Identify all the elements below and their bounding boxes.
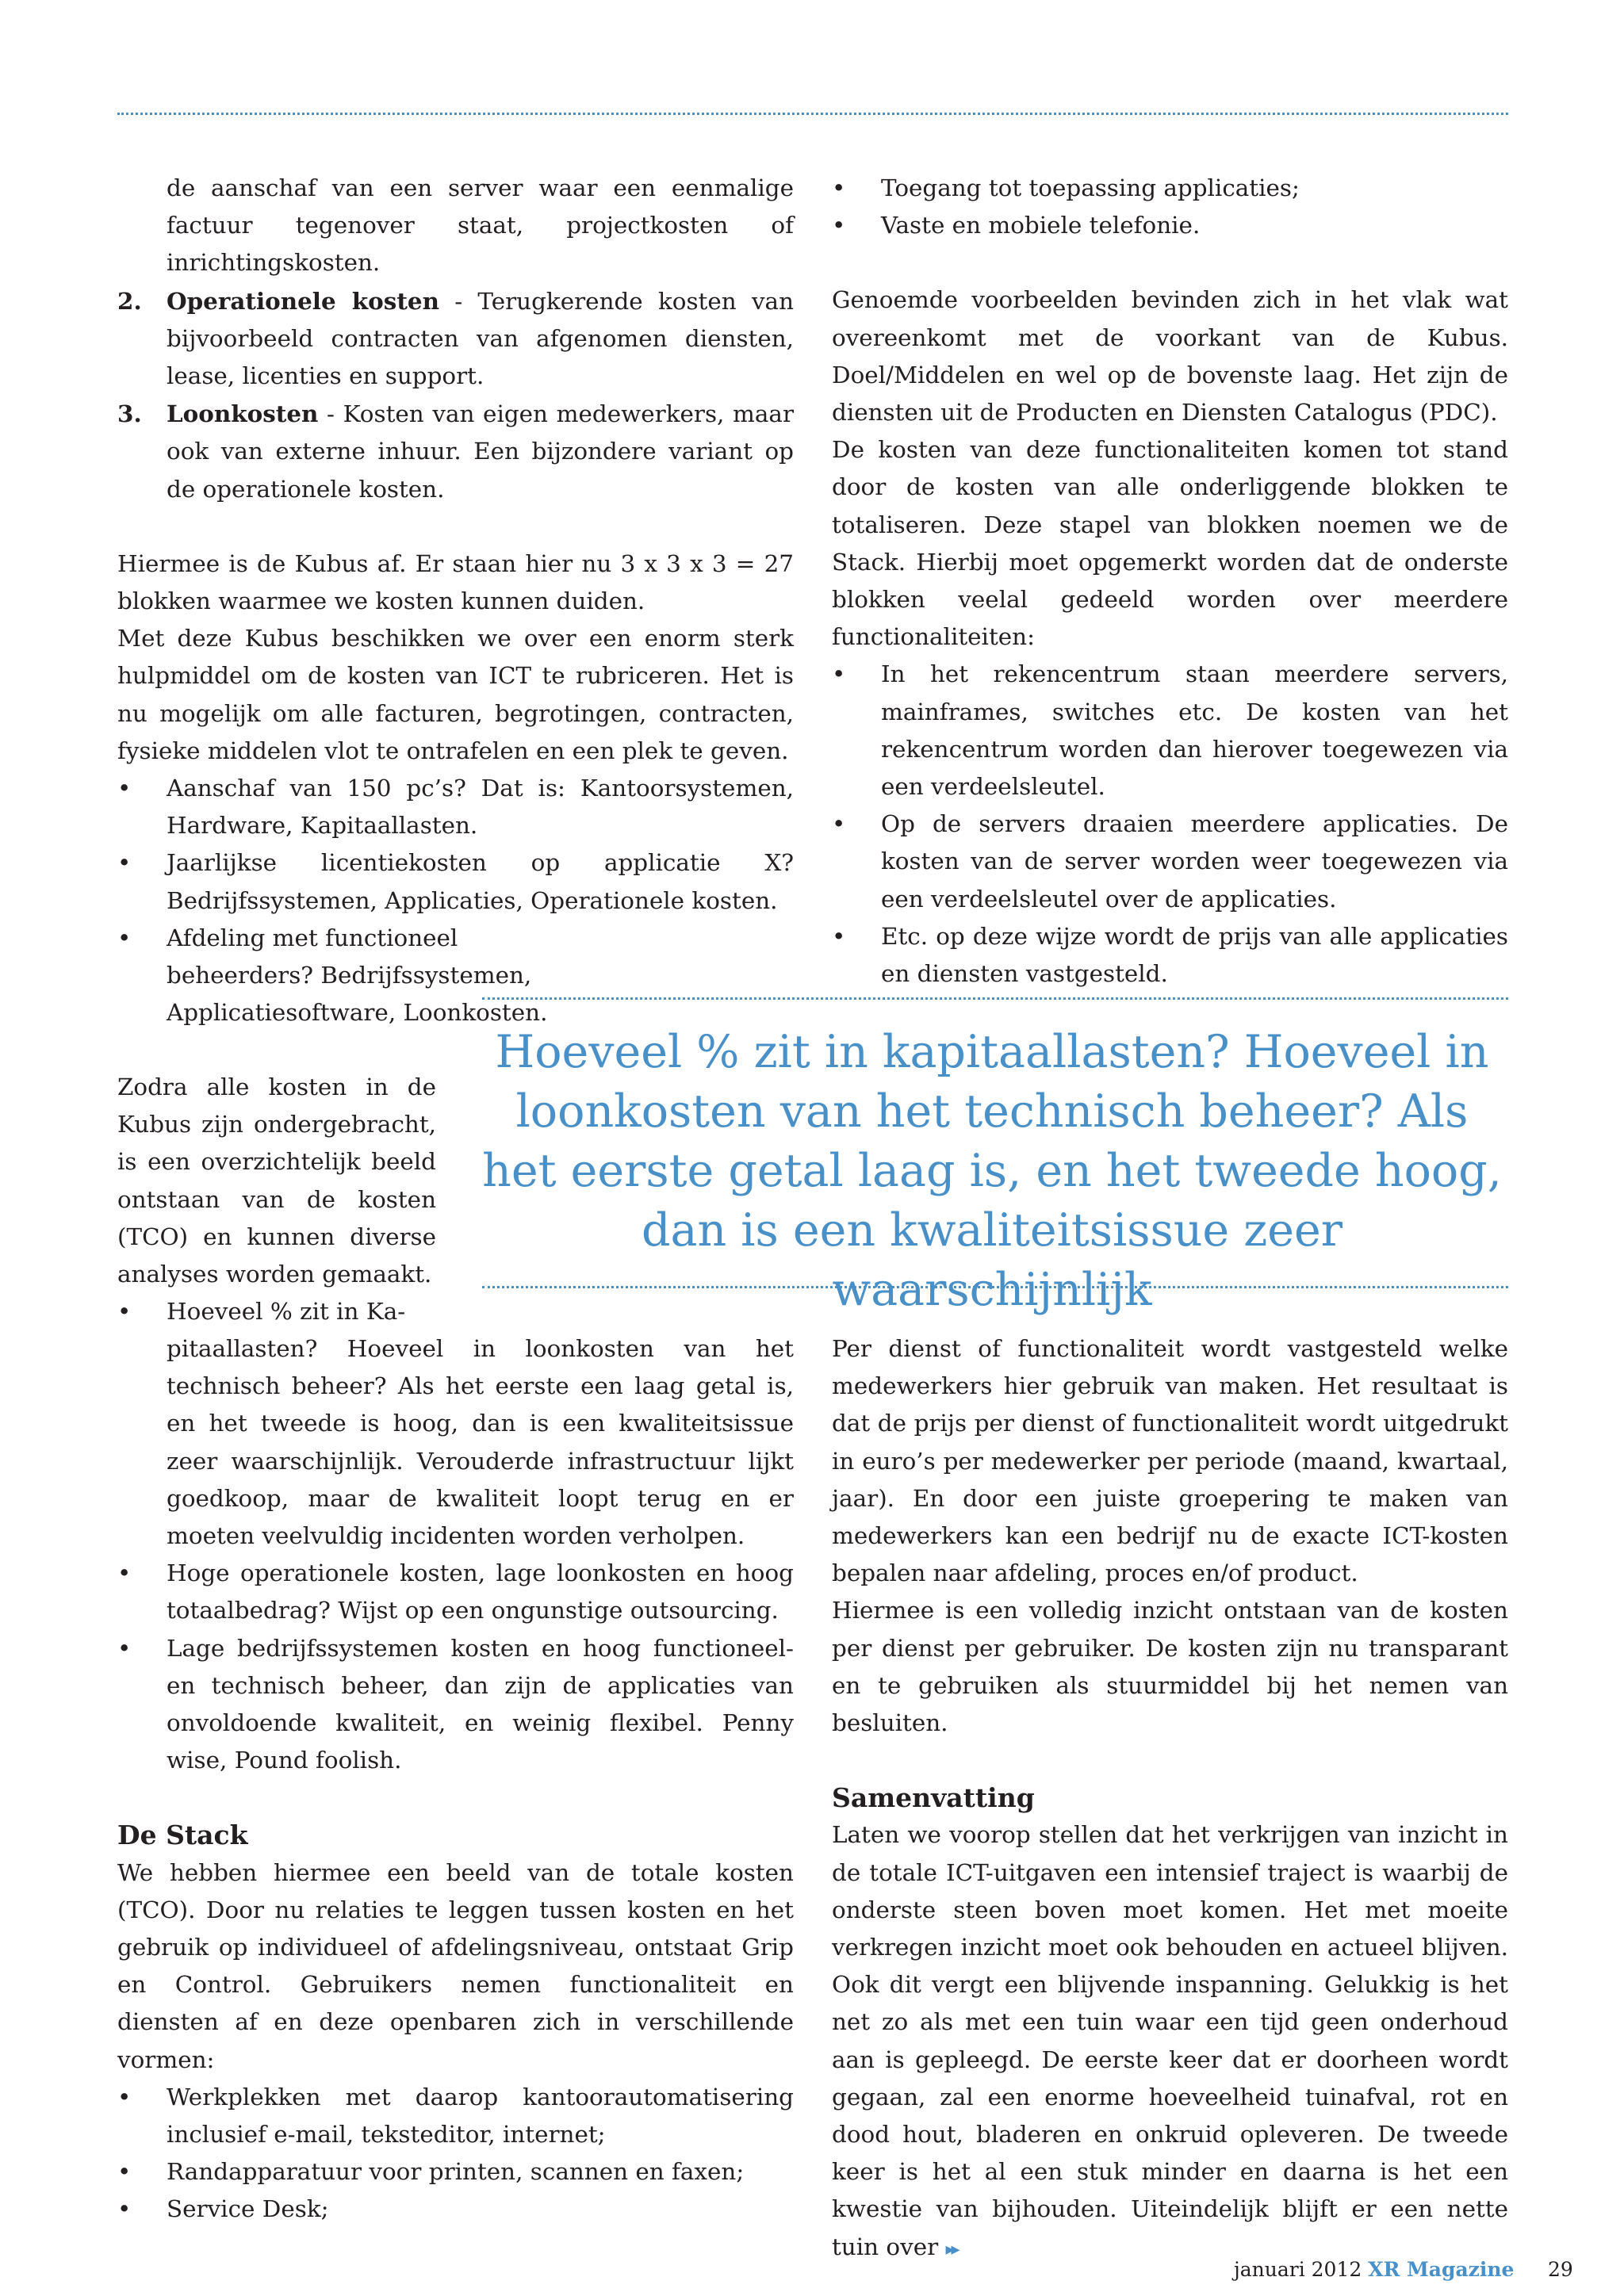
item-term: Loonkosten (167, 400, 319, 428)
paragraph: De kosten van deze functionaliteiten komen tot stand door de kosten van alle onderliggende blokken te totaliseren. Deze stapel van blokken noemen we de Stack. Hierbij moet opgemerkt worden dat de onderste blokken veelal gedeeld worden over meerdere functionaliteiten: (832, 436, 1508, 651)
item-number: 3. (117, 400, 142, 428)
item-text: - Kosten van eigen medewerkers, maar ook van externe inhuur. Een bijzondere variant op de operationele kosten. (167, 400, 794, 503)
bullet-item: • Toegang tot toepassing applicaties; (832, 174, 1300, 201)
footer (1234, 2258, 1514, 2281)
footer-magazine: XR Magazine (1368, 2258, 1515, 2281)
bullet-item: • Lage bedrijfssystemen kosten en hoog functioneel- en technisch beheer, dan zijn de applicaties van onvoldoende kwaliteit, en weinig flexibel. Penny wise, Pound foolish. (117, 1634, 794, 1774)
top-dotted-rule (117, 113, 1508, 115)
paragraph: Per dienst of functionaliteit wordt vastgesteld welke medewerkers hier gebruik van maken. Het resultaat is dat de prijs per dienst of functionaliteit wordt uitgedrukt in euro’s per medewerker per periode (maand, kwartaal, jaar). En door een juiste groepering te maken van medewerkers kan een bedrijf nu de exacte ICT-kosten bepalen naar afdeling, proces en/of product. (832, 1335, 1508, 1587)
item-term: Operationele kosten (167, 286, 439, 315)
continued-paragraph: de aanschaf van een server waar een eenmalige factuur tegenover staat, projectkosten of inrichtingskosten. (167, 174, 794, 277)
left-column-bottom (117, 1330, 794, 2229)
paragraph: Met deze Kubus beschikken we over een enorm sterk hulpmiddel om de kosten van ICT te rubriceren. Het is nu mogelijk om alle facturen, begrotingen, contracten, fysieke middelen vlot te ontrafelen en een plek te geven. (117, 625, 794, 764)
paragraph: Laten we voorop stellen dat het verkrijgen van inzicht in de totale ICT-uitgaven een intensief traject is waarbij de onderste steen boven moet komen. Het met moeite verkregen inzicht moet ook behouden en actueel blijven. Ook dit vergt een blijvende inspanning. Gelukkig is het net zo als met een tuin waar een tijd geen onderhoud aan is gepleegd. De eerste keer dat er doorheen wordt gegaan, zal een enorme hoeveelheid tuinafval, rot en dood hout, bladeren en onkruid opleveren. De tweede keer is het al een stuk minder en daarna is het een kwestie van bijhouden. Uiteindelijk blijft er een nette tuin over ▸▸ (832, 1821, 1508, 2260)
item-number: 2. (117, 286, 142, 315)
paragraph: Hiermee is een volledig inzicht ontstaan van de kosten per dienst per gebruiker. De kosten zijn nu transparant en te gebruiken als stuurmiddel bij het nemen van besluiten. (832, 1597, 1508, 1737)
left-column-narrow (117, 1069, 436, 1330)
right-column-bottom (832, 1330, 1508, 2268)
bullet-item: • Etc. op deze wijze wordt de prijs van alle applicaties en diensten vastgesteld. (832, 922, 1508, 988)
paragraph: Hiermee is de Kubus af. Er staan hier nu 3 x 3 x 3 = 27 blokken waarmee we kosten kunnen duiden. (117, 549, 794, 615)
footer-date: januari 2012 (1234, 2258, 1362, 2281)
bullet-item: • Aanschaf van 150 pc’s? Dat is: Kantoorsystemen, Hardware, Kapitaallasten. (117, 775, 794, 840)
bullet-item: • In het rekencentrum staan meerdere servers, mainframes, switches etc. De kosten van het rekencentrum worden dan hierover toegewezen via een verdeelsleutel. (832, 660, 1508, 801)
paragraph: We hebben hiermee een beeld van de totale kosten (TCO). Door nu relaties te leggen tussen kosten en het gebruik op individueel of afdelingsniveau, ontstaat Grip en Control. Gebruikers nemen functionaliteit en diensten af en deze openbaren zich in verschillende vormen: (117, 1858, 794, 2073)
bullet-item: • Randapparatuur voor printen, scannen en faxen; (117, 2158, 745, 2186)
continue-arrow-icon: ▸▸ (945, 2239, 957, 2260)
bullet-item: • Hoge operationele kosten, lage loonkosten en hoog totaalbedrag? Wijst op een ongunstige outsourcing. (117, 1559, 794, 1624)
section-heading-samenvatting: Samenvatting (832, 1782, 1035, 1814)
section-heading-de-stack: De Stack (117, 1820, 248, 1851)
bullet-item: • Jaarlijkse licentiekosten op applicatie X? Bedrijfssystemen, Applicaties, Operationele kosten. (117, 849, 794, 914)
right-column-top (832, 170, 1508, 993)
paragraph: Zodra alle kosten in de Kubus zijn ondergebracht, is een overzichtelijk beeld ontstaan van de kosten (TCO) en kunnen diverse analyses worden gemaakt. (117, 1073, 436, 1288)
bullet-item: • Werkplekken met daarop kantoorautomatisering inclusief e-mail, teksteditor, internet; (117, 2083, 794, 2149)
paragraph: Genoemde voorbeelden bevinden zich in het vlak wat overeenkomt met de voorkant van de Kubus. Doel/Middelen en wel op de bovenste laag. Het zijn de diensten uit de Producten en Diensten Catalogus (PDC). (832, 286, 1508, 427)
pull-quote: Hoeveel % zit in kapitaallasten? Hoeveel in loonkosten van het technisch beheer? Als het eerste getal laag is, en het tweede hoog, dan is een kwaliteitsissue zeer waarschijnlijk (482, 1026, 1502, 1316)
bullet-item: • Vaste en mobiele telefonie. (832, 212, 1201, 239)
numbered-item (117, 395, 794, 508)
bullet-item: • Service Desk; (117, 2195, 329, 2223)
pull-quote-rule-bottom (482, 1286, 1508, 1288)
left-column-top (117, 170, 794, 1031)
bullet-item: • Hoeveel % zit in Ka- (117, 1298, 406, 1326)
pull-quote-rule-top (482, 997, 1508, 1000)
bullet-continuation: pitaallasten? Hoeveel in loonkosten van het technisch beheer? Als het eerste een laag getal is, en het tweede is hoog, dan is een kwaliteitsissue zeer waarschijnlijk. Verouderde infrastructuur lijkt goedkoop, maar de kwaliteit loopt terug en er moeten veelvuldig incidenten worden verholpen. (167, 1335, 794, 1550)
bullet-item: • Afdeling met functioneel beheerders? Bedrijfssystemen, Applicatiesoftware, Loonkosten. (117, 924, 548, 1027)
page-number: 29 (1548, 2258, 1573, 2281)
bullet-item: • Op de servers draaien meerdere applicaties. De kosten van de server worden weer toegewezen via een verdeelsleutel over de applicaties. (832, 810, 1508, 913)
numbered-item (117, 282, 794, 396)
item-text: - Terugkerende kosten van bijvoorbeeld contracten van afgenomen diensten, lease, licenties en support. (167, 287, 794, 390)
